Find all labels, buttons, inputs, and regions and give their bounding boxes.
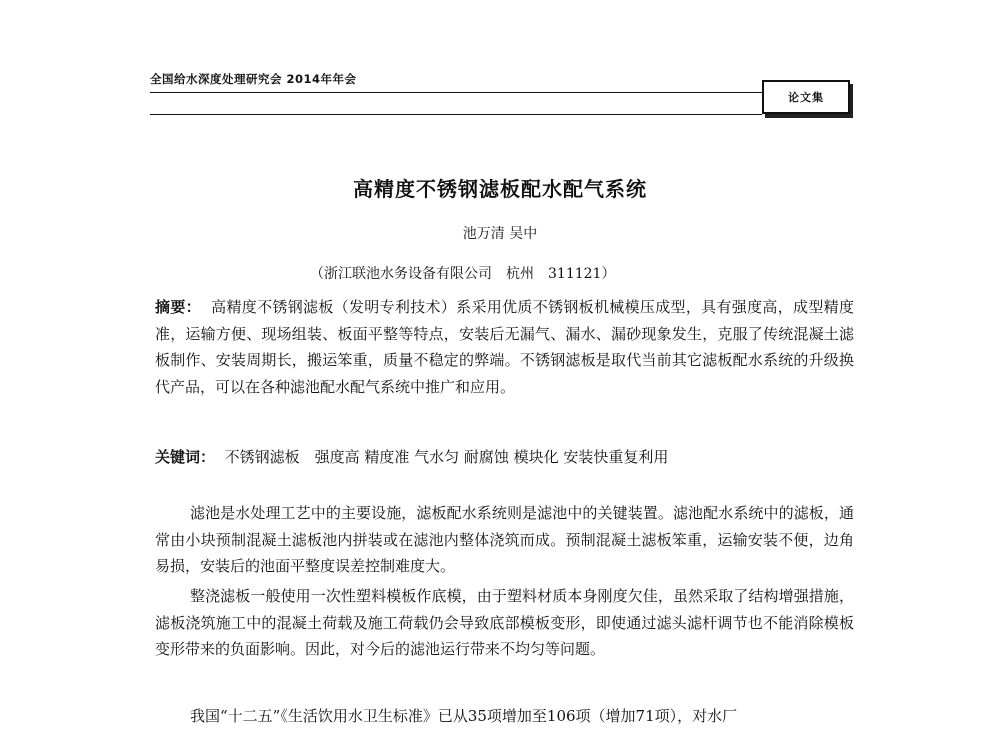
body-paragraph: 整浇滤板一般使用一次性塑料模板作底模，由于塑料材质本身刚度欠佳，虽然采取了结构增强措施，滤板浇筑施工中的混凝土荷载及施工荷载仍会导致底部模板变形，即使通过滤头滤杆调节也不能消除模板变形带来的负面影响。因此，对今后的滤池运行带来不均匀等问题。	[155, 587, 854, 658]
keywords-text: 不锈钢滤板 强度高 精度准 气水匀 耐腐蚀 模块化 安装快重复利用	[224, 448, 669, 466]
article-affiliation: （浙江联池水务设备有限公司 杭州 311121）	[310, 266, 616, 282]
abstract	[155, 294, 854, 400]
section-label-box	[762, 80, 850, 114]
article-authors: 池万清 吴中	[462, 226, 538, 242]
abstract-label: 摘要：	[155, 298, 201, 316]
article-title: 高精度不锈钢滤板配水配气系统	[353, 177, 647, 201]
body-paragraph: 我国“十二五”《生活饮用水卫生标准》已从35项增加至106项（增加71项），对水厂	[190, 707, 738, 725]
header-rule-bottom	[150, 114, 762, 115]
keywords	[155, 444, 854, 471]
section-label: 论文集	[788, 91, 824, 104]
keywords-label: 关键词：	[155, 448, 216, 466]
running-header: 全国给水深度处理研究会 2014年年会	[150, 72, 357, 86]
abstract-text: 高精度不锈钢滤板（发明专利技术）系采用优质不锈钢板机械模压成型，具有强度高，成型精度准，运输方便、现场组装、板面平整等特点，安装后无漏气、漏水、漏砂现象发生，克服了传统混凝土滤板制作、安装周期长，搬运笨重，质量不稳定的弊端。不锈钢滤板是取代当前其它滤板配水系统的升级换代产品，可以在各种滤池配水配气系统中推广和应用。	[155, 298, 854, 396]
body-paragraph: 滤池是水处理工艺中的主要设施，滤板配水系统则是滤池中的关键装置。滤池配水系统中的滤板，通常由小块预制混凝土滤板池内拼装或在滤池内整体浇筑而成。预制混凝土滤板笨重，运输安装不便，边角易损，安装后的池面平整度误差控制难度大。	[155, 504, 854, 575]
header-rule-top	[150, 92, 762, 93]
